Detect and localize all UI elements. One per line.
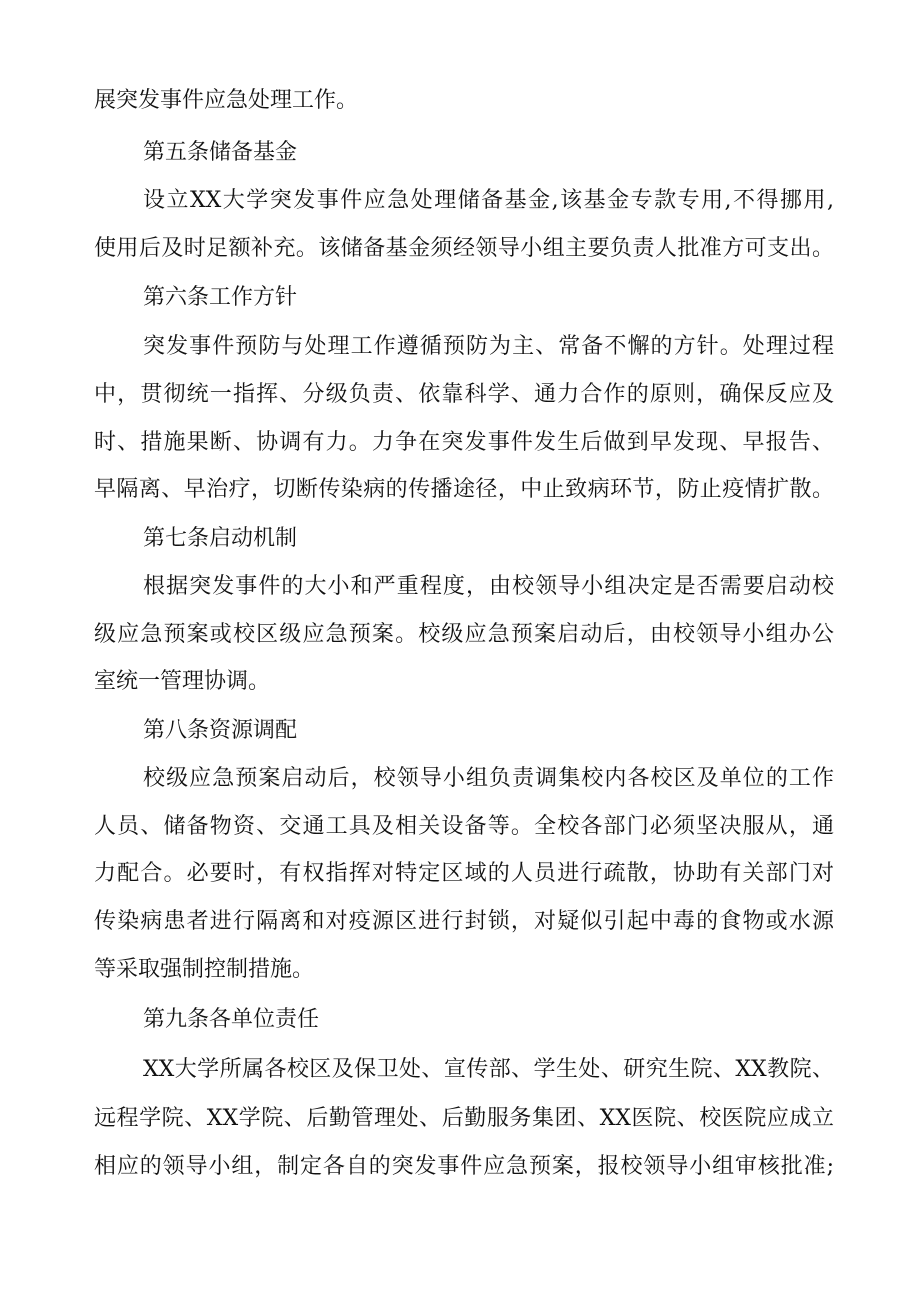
body-line: 展突发事件应急处理工作。 <box>94 88 359 113</box>
body-line: 等采取强制控制措施。 <box>94 957 315 982</box>
body-line: XX大学所属各校区及保卫处、宣传部、学生处、研究生院、XX教院、 <box>143 1057 834 1082</box>
article-heading: 第六条工作方针 <box>143 285 298 310</box>
body-line: 传染病患者进行隔离和对疫源区进行封锁，对疑似引起中毒的食物或水源 <box>94 909 834 934</box>
body-line: 远程学院、XX学院、后勤管理处、后勤服务集团、XX医院、校医院应成立 <box>94 1106 834 1131</box>
body-line: 校级应急预案启动后，校领导小组负责调集校内各校区及单位的工作 <box>143 766 834 791</box>
article-heading: 第九条各单位责任 <box>143 1007 320 1032</box>
article-heading: 第八条资源调配 <box>143 718 298 743</box>
body-line: 室统一管理协调。 <box>94 669 271 694</box>
body-line: 突发事件预防与处理工作遵循预防为主、常备不懈的方针。处理过程 <box>143 334 834 359</box>
body-line: 根据突发事件的大小和严重程度，由校领导小组决定是否需要启动校 <box>143 574 834 599</box>
body-line: 使用后及时足额补充。该储备基金须经领导小组主要负责人批准方可支出。 <box>94 236 834 261</box>
body-line: 级应急预案或校区级应急预案。校级应急预案启动后，由校领导小组办公 <box>94 622 834 647</box>
body-line: 设立XX大学突发事件应急处理储备基金,该基金专款专用,不得挪用, <box>143 188 834 213</box>
body-line: 中，贯彻统一指挥、分级负责、依靠科学、通力合作的原则，确保反应及 <box>94 382 834 407</box>
article-heading: 第五条储备基金 <box>143 140 298 165</box>
body-line: 力配合。必要时，有权指挥对特定区域的人员进行疏散，协助有关部门对 <box>94 861 834 886</box>
body-line: 人员、储备物资、交通工具及相关设备等。全校各部门必须坚决服从，通 <box>94 814 834 839</box>
body-line: 时、措施果断、协调有力。力争在突发事件发生后做到早发现、早报告、 <box>94 430 834 455</box>
body-line: 早隔离、早治疗，切断传染病的传播途径，中止致病环节，防止疫情扩散。 <box>94 477 834 502</box>
article-heading: 第七条启动机制 <box>143 526 298 551</box>
body-line: 相应的领导小组，制定各自的突发事件应急预案，报校领导小组审核批准; <box>94 1154 834 1179</box>
